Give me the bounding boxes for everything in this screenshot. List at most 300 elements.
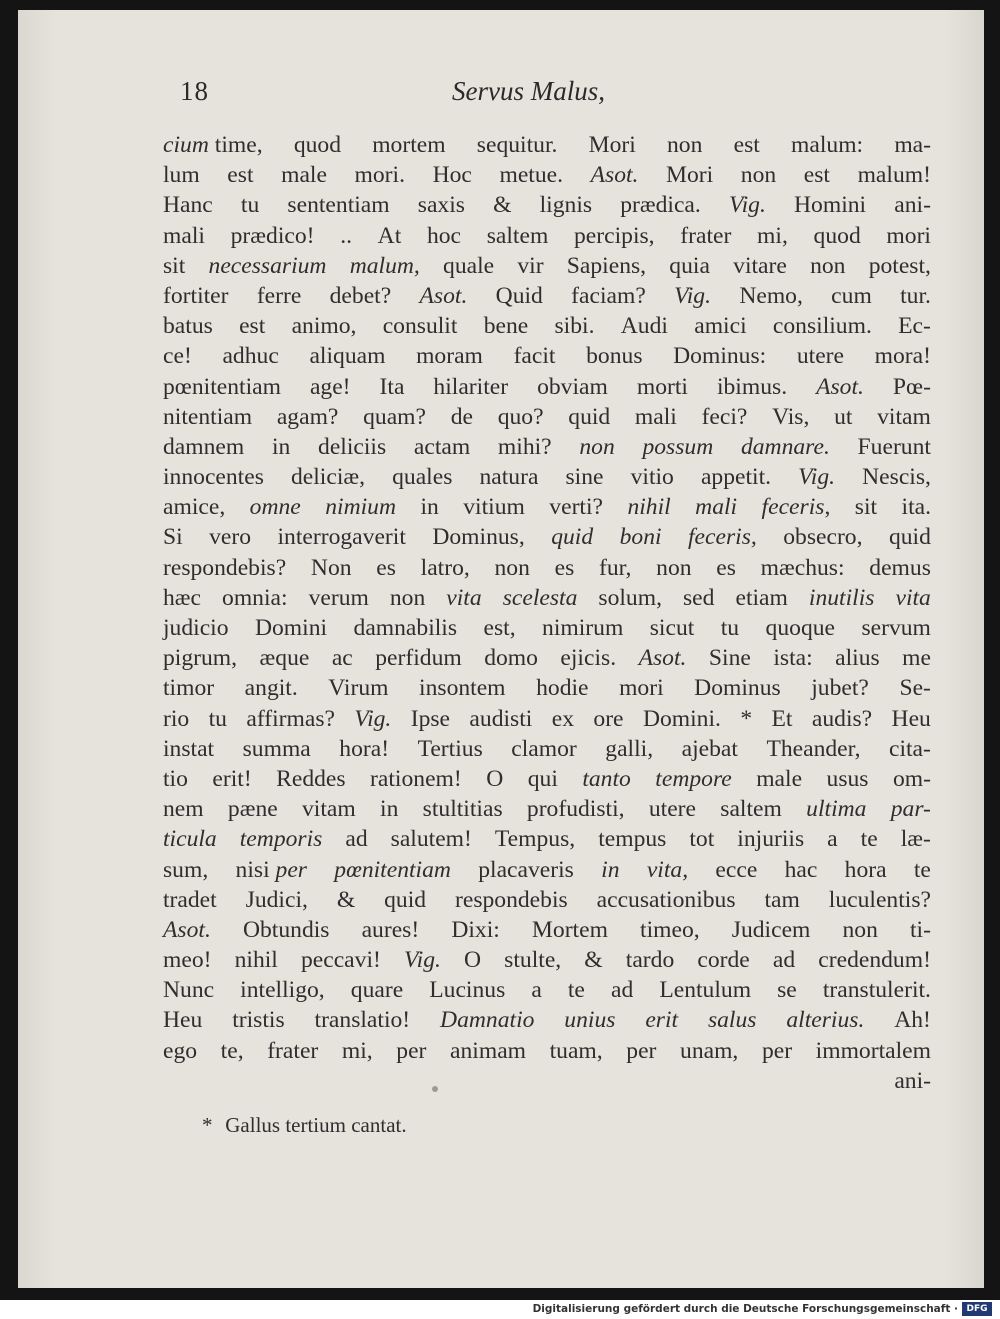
word [740,704,752,734]
word-segment: Reddes [276,765,346,792]
word [656,553,691,583]
word [601,855,619,885]
word [255,613,327,643]
word-segment: Ah! [894,1007,931,1034]
word [861,613,930,643]
word [418,734,483,764]
word-segment: deliciis [318,433,387,460]
word-segment: malum! [857,162,931,189]
word-segment: in [380,796,399,823]
word-segment: Dixi: [451,916,500,943]
word [498,432,552,462]
word [688,522,757,552]
word [380,372,405,402]
word [163,492,225,522]
word [729,190,766,220]
word [163,704,189,734]
word [549,492,603,522]
word-segment: Domini [254,615,328,641]
word-segment: ista: [773,645,813,672]
text-line [163,975,931,1005]
word [362,915,420,945]
word-segment: quid [888,524,931,551]
word [355,160,405,190]
word [209,704,227,734]
word [845,855,887,885]
word [589,130,636,160]
word-segment: sententiam [287,192,390,219]
word [257,281,302,311]
word [294,130,341,160]
word [163,945,211,975]
word [555,311,595,341]
word [645,1005,678,1035]
text-line [163,432,931,462]
word [785,855,818,885]
word [794,190,866,220]
word-segment: quam? [363,403,426,430]
word [392,462,452,492]
word-segment: possum [642,433,714,460]
word [332,643,353,673]
word-segment: aures! [361,916,420,943]
word [376,553,396,583]
word [246,704,335,734]
word [831,281,872,311]
word-segment: pigrum, [163,645,238,672]
word-segment: hilariter [433,373,509,400]
catchword-line [163,1066,931,1096]
word [328,673,388,703]
word-segment: verti? [549,494,604,521]
word [552,704,574,734]
word [302,794,356,824]
word [804,160,830,190]
word [680,221,731,251]
word [221,1036,244,1066]
word-segment: malum, [349,252,420,279]
word-segment: ma- [894,132,931,158]
word [862,462,931,492]
word-segment: tempus [598,826,667,853]
word [455,885,568,915]
word-segment: quoque [765,615,836,641]
word-segment: damnare. [740,433,830,460]
word-segment: es [376,554,396,581]
word [734,130,760,160]
word-segment: obsecro, [783,524,863,551]
word-segment: Obtundis [242,916,330,943]
word [762,492,831,522]
word [674,281,711,311]
word [843,915,878,945]
word-segment: per [396,1037,427,1064]
word-segment: Audi [620,313,668,340]
word [463,492,525,522]
word [902,643,931,673]
word [626,945,674,975]
word-segment: es [554,554,575,581]
text-line [163,522,931,552]
word-segment: Asot. [816,373,864,400]
word [689,824,714,854]
word-segment: unius [564,1007,616,1034]
word [232,1005,284,1035]
word [597,885,736,915]
word-segment: jubet? [811,675,869,702]
word [761,553,845,583]
word [433,160,472,190]
word-segment: nitentiam [163,403,253,430]
word-segment: moram [416,343,483,370]
word-segment: ejicis. [560,645,617,672]
word-segment: ad [610,977,634,1004]
word-segment: ti- [909,916,931,943]
word [806,794,866,824]
word-segment: inutilis [808,584,875,611]
word-segment: de [450,403,473,430]
word-segment: Sapiens, [566,252,647,279]
word-segment: es [716,554,736,581]
word-segment: perfidum [375,645,462,672]
word-segment: hora [844,856,887,883]
word-segment: vita [446,584,482,611]
word [721,613,739,643]
word [236,855,307,885]
word [564,1005,615,1035]
funding-credit: Digitalisierung gefördert durch die Deutsche Forschungsgemeinschaft · [532,1303,958,1315]
word [893,372,931,402]
word [900,281,931,311]
text-line [163,915,931,945]
word-segment: Et [771,705,793,732]
word-segment: actam [413,433,471,460]
word [260,643,310,673]
word-segment: omne [249,494,301,521]
word [858,160,931,190]
word-segment: tempore [655,765,732,792]
word-segment: , [824,494,831,521]
word-segment: O [464,947,482,974]
word-segment: stultitias [422,796,503,823]
word-segment: Vig. [798,464,836,491]
word-segment: & [584,947,603,974]
word-segment: judicio [163,615,229,641]
word [783,522,862,552]
word-segment: necessarium [208,252,327,279]
word [498,402,544,432]
word-segment: * [740,705,753,732]
word-segment: ibimus. [716,373,788,400]
word-segment: Asot. [163,916,211,943]
word [375,643,461,673]
word [599,553,631,583]
text-line [163,492,931,522]
word [517,251,543,281]
word-segment: ita. [901,494,931,521]
word-segment: usus [826,765,869,792]
word-segment: vita [895,584,931,611]
word [484,643,538,673]
word-segment: ferre [256,282,302,309]
word [227,160,253,190]
word [568,402,610,432]
word-segment: Tempus, [494,826,576,853]
text-line [163,643,931,673]
word-segment: time, [208,132,263,158]
word-segment: Hoc [432,162,472,189]
digitization-footer [0,1300,1000,1319]
word-segment: par- [890,796,931,823]
word-segment: om- [892,765,931,792]
word-segment: instat [163,735,215,762]
word [555,553,575,583]
word-segment: mori. [354,162,405,189]
word [163,251,185,281]
word-segment: quo? [497,403,544,430]
word-segment: a [827,826,838,853]
word-segment: Quid [495,282,543,309]
word [163,522,183,552]
word-segment: potest, [868,252,931,279]
word [479,462,538,492]
word [810,251,845,281]
text-line [163,311,931,341]
word-segment: qui [527,765,558,792]
word-segment: ce! [163,343,192,370]
word-segment: Ec- [898,313,931,340]
word-segment: lum [163,162,200,189]
word [639,643,687,673]
word [163,643,237,673]
word-segment: pæne [227,796,278,823]
word [420,281,468,311]
word-segment: non [656,554,692,581]
word-segment: immortalem [815,1037,931,1064]
word [773,311,872,341]
text-line [163,613,931,643]
word-segment: stulte, [504,947,562,974]
word-segment: Mori [666,162,714,189]
word-segment: unam, [680,1037,739,1064]
word [450,1036,526,1066]
word [542,613,623,643]
word-segment: domo [484,645,538,672]
word [889,734,931,764]
word-segment: mori [886,222,931,249]
word [635,402,677,432]
word-segment: Theander, [766,735,861,762]
word [163,372,281,402]
word [716,553,736,583]
body-text [163,130,931,1096]
word [814,221,861,251]
word-segment: quid [384,886,427,913]
word [380,794,398,824]
word [363,402,426,432]
text-line [163,462,931,492]
word [620,190,701,220]
word-segment: Vig. [354,705,392,732]
word-segment: boni [619,524,662,551]
text-line [163,372,931,402]
word [898,311,931,341]
word [272,432,290,462]
word-segment: agam? [276,403,339,430]
word-segment: damnem [163,433,245,460]
word-segment: Dominus [694,675,781,702]
word [537,372,608,402]
word-segment: cita- [888,735,931,762]
word [383,311,458,341]
word-segment: tio [163,765,188,792]
word-segment: male [756,765,803,792]
word [816,1036,931,1066]
word-segment: affirmas? [246,705,336,732]
word-segment: tam [764,886,800,913]
word-segment: animam [450,1037,527,1064]
word [889,522,931,552]
word [766,613,835,643]
word-segment: te [913,856,931,883]
word [250,492,301,522]
word [818,945,931,975]
word [477,130,558,160]
word [350,251,420,281]
word-segment: a [531,977,542,1004]
word-segment: te [567,977,585,1004]
word-segment: tur. [900,282,931,309]
word [869,251,931,281]
word [647,855,688,885]
word [416,341,483,371]
word-segment: Lentulum [659,977,752,1004]
word [396,1036,426,1066]
word [694,673,781,703]
word-segment: salus [707,1007,757,1034]
word-segment: est [227,162,254,189]
word [486,764,503,794]
word-segment: vitam [302,796,356,823]
word [666,160,713,190]
word [567,251,646,281]
text-line [163,855,931,885]
word-segment: in [601,856,620,883]
text-line [163,553,931,583]
word [163,855,208,885]
word [287,190,389,220]
word [163,613,229,643]
word [281,160,327,190]
word [786,1005,864,1035]
word [899,673,930,703]
word-segment: Vig. [403,947,441,974]
word [163,402,252,432]
word [550,1036,603,1066]
footnote-marker: * [202,1113,213,1137]
running-title: Servus Malus, [452,76,605,106]
word [701,462,771,492]
word-segment: audis? [811,705,873,732]
word [334,855,451,885]
word-segment: ut [834,403,853,430]
word-segment: tu [208,705,227,732]
word-segment: Si [163,524,183,551]
word [620,522,662,552]
word [797,341,844,371]
word [222,341,278,371]
word-segment: nihil [234,947,278,974]
word-segment: respondebis [454,886,568,913]
word [540,190,592,220]
word [278,522,406,552]
word [798,462,835,492]
word-segment: facit [513,343,556,370]
word-segment: mortem [372,132,446,158]
word [827,764,869,794]
word [446,583,481,613]
word-segment: Mortem [531,916,608,943]
word-segment: Ipse [410,705,451,732]
word [895,583,930,613]
word [478,855,574,885]
word [499,160,563,190]
word-segment: saltem [720,796,782,823]
word-segment: injuriis [737,826,805,853]
word [354,613,458,643]
word [277,402,339,432]
word [163,794,204,824]
word-segment: Virum [328,675,389,702]
word-segment: te [860,826,878,853]
word-segment: frater [267,1037,319,1064]
word [773,643,812,673]
word [772,402,809,432]
word [163,190,213,220]
word-segment: per [626,1037,657,1064]
word [586,341,642,371]
word-segment: morti [636,373,688,400]
word-segment: etiam [735,584,788,611]
word [241,190,259,220]
word-segment: omnia: [222,584,288,611]
word-segment: Heu [891,705,931,732]
word-segment: & [493,192,512,219]
word [418,190,465,220]
word-segment: summa [242,735,311,762]
word-segment: angit. [244,675,298,702]
word-segment: mali [163,222,205,249]
word [404,945,441,975]
word-segment: metue. [499,162,564,189]
word-segment: feci? [701,403,748,430]
word-segment: quid [568,403,611,430]
word-segment: animo, [291,313,357,340]
word-segment: fur, [598,554,632,581]
word [267,1036,318,1066]
word [301,945,381,975]
word [901,824,931,854]
word [536,673,588,703]
word [163,915,211,945]
word [773,945,795,975]
word [720,794,782,824]
word [451,915,500,945]
word-segment: Vig. [674,282,712,309]
word-segment: sit [163,252,186,279]
word-segment: feceris, [687,524,757,551]
word-segment: sit [854,494,878,521]
